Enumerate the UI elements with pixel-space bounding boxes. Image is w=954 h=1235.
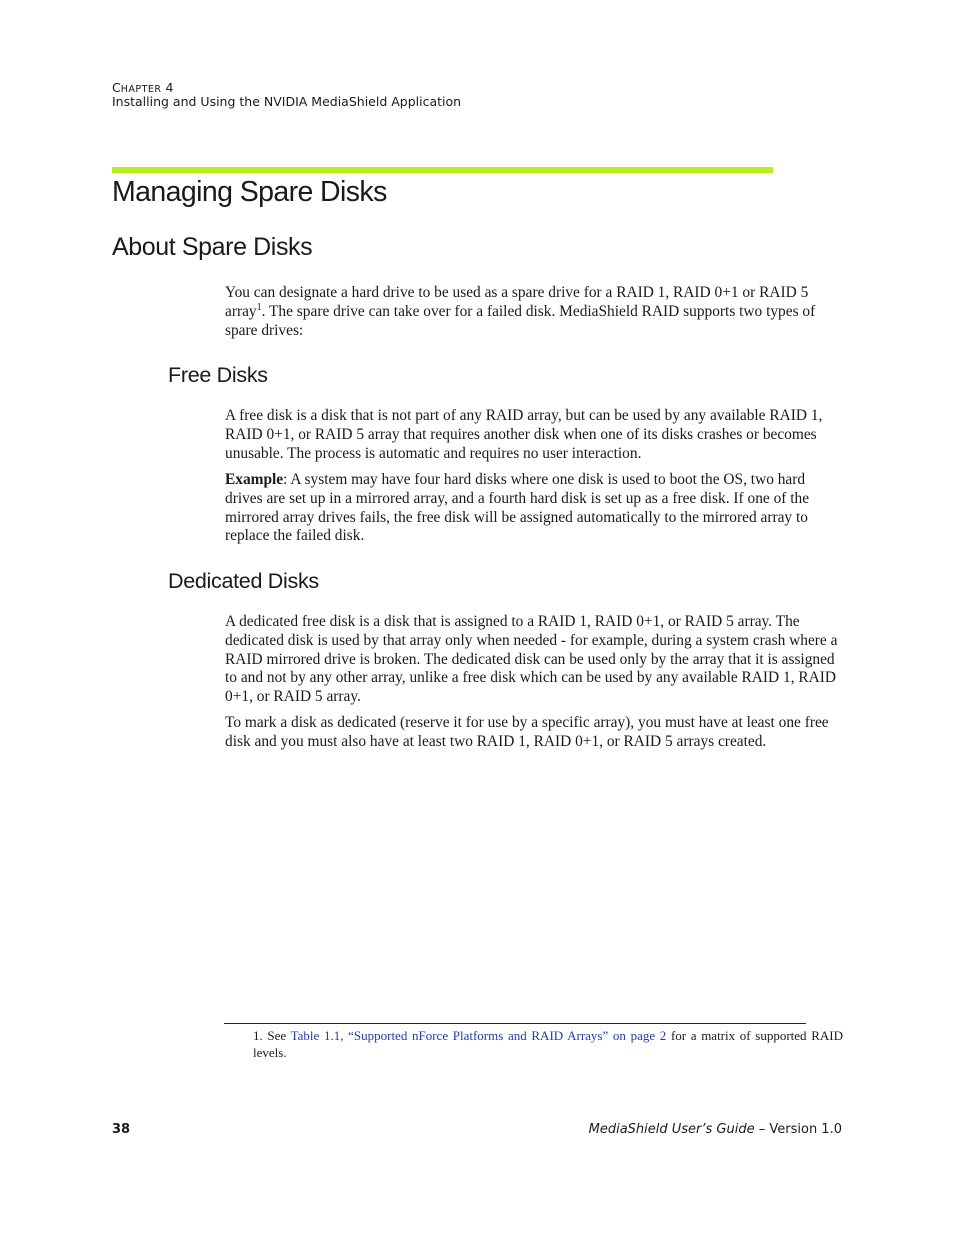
section-heading-about: About Spare Disks bbox=[112, 233, 313, 261]
page-title: Managing Spare Disks bbox=[112, 176, 387, 208]
footnote-prefix: 1. See bbox=[253, 1028, 291, 1043]
intro-text-start: You can designate a hard drive to be used as a spare drive for a RAID 1, RAID 0+1 or RAID 5 array bbox=[225, 284, 809, 320]
footnote-divider bbox=[224, 1023, 806, 1024]
intro-paragraph bbox=[225, 284, 841, 340]
example-paragraph bbox=[225, 471, 841, 546]
guide-version: – Version 1.0 bbox=[754, 1122, 842, 1137]
subsection-heading-free-disks: Free Disks bbox=[168, 363, 268, 387]
chapter-number: 4 bbox=[165, 80, 174, 95]
footnote bbox=[253, 1027, 843, 1061]
chapter-title: Installing and Using the NVIDIA MediaShield Application bbox=[112, 94, 462, 109]
footnote-reference[interactable]: 1 bbox=[256, 301, 262, 313]
dedicated-disks-paragraph-2: To mark a disk as dedicated (reserve it for use by a specific array), you must have at least one free disk and you must also have at least two RAID 1, RAID 0+1, or RAID 5 arrays created. bbox=[225, 714, 829, 750]
intro-text-end: . The spare drive can take over for a failed disk. MediaShield RAID supports two types of spare drives: bbox=[225, 302, 816, 339]
footer-title bbox=[589, 1122, 842, 1137]
chapter-smallcaps: HAPTER bbox=[120, 84, 162, 95]
guide-title: MediaShield User’s Guide bbox=[588, 1122, 755, 1137]
footnote-suffix: for a matrix of supported RAID levels. bbox=[253, 1028, 843, 1060]
page-number: 38 bbox=[112, 1122, 131, 1137]
subsection-heading-dedicated-disks: Dedicated Disks bbox=[168, 569, 319, 593]
example-text: : A system may have four hard disks where one disk is used to boot the OS, two hard drives are set up in a mirrored array, and a fourth hard disk is set up as a free disk. If one of the mirrored array drives fails, the free disk will be assigned automatically to the mirrored array to replace the failed disk. bbox=[225, 471, 810, 545]
example-label: Example bbox=[225, 471, 284, 488]
footnote-link[interactable]: Table 1.1, “Supported nForce Platforms and RAID Arrays” on page 2 bbox=[290, 1028, 667, 1043]
chapter-prefix: C bbox=[112, 80, 121, 95]
free-disks-paragraph: A free disk is a disk that is not part of any RAID array, but can be used by any available RAID 1, RAID 0+1, or RAID 5 array that requires another disk when one of its disks crashes or becomes unusable. The process is automatic and requires no user interaction. bbox=[225, 407, 823, 462]
dedicated-disks-paragraph: A dedicated free disk is a disk that is assigned to a RAID 1, RAID 0+1, or RAID 5 array. The dedicated disk is used by that array only when needed - for example, during a system crash where a RAID mirrored drive is broken. The dedicated disk can be used only by the array that it is assigned to and not by any other array, unlike a free disk which can be used by any available RAID 1, RAID 0+1, or RAID 5 array. bbox=[225, 613, 838, 706]
